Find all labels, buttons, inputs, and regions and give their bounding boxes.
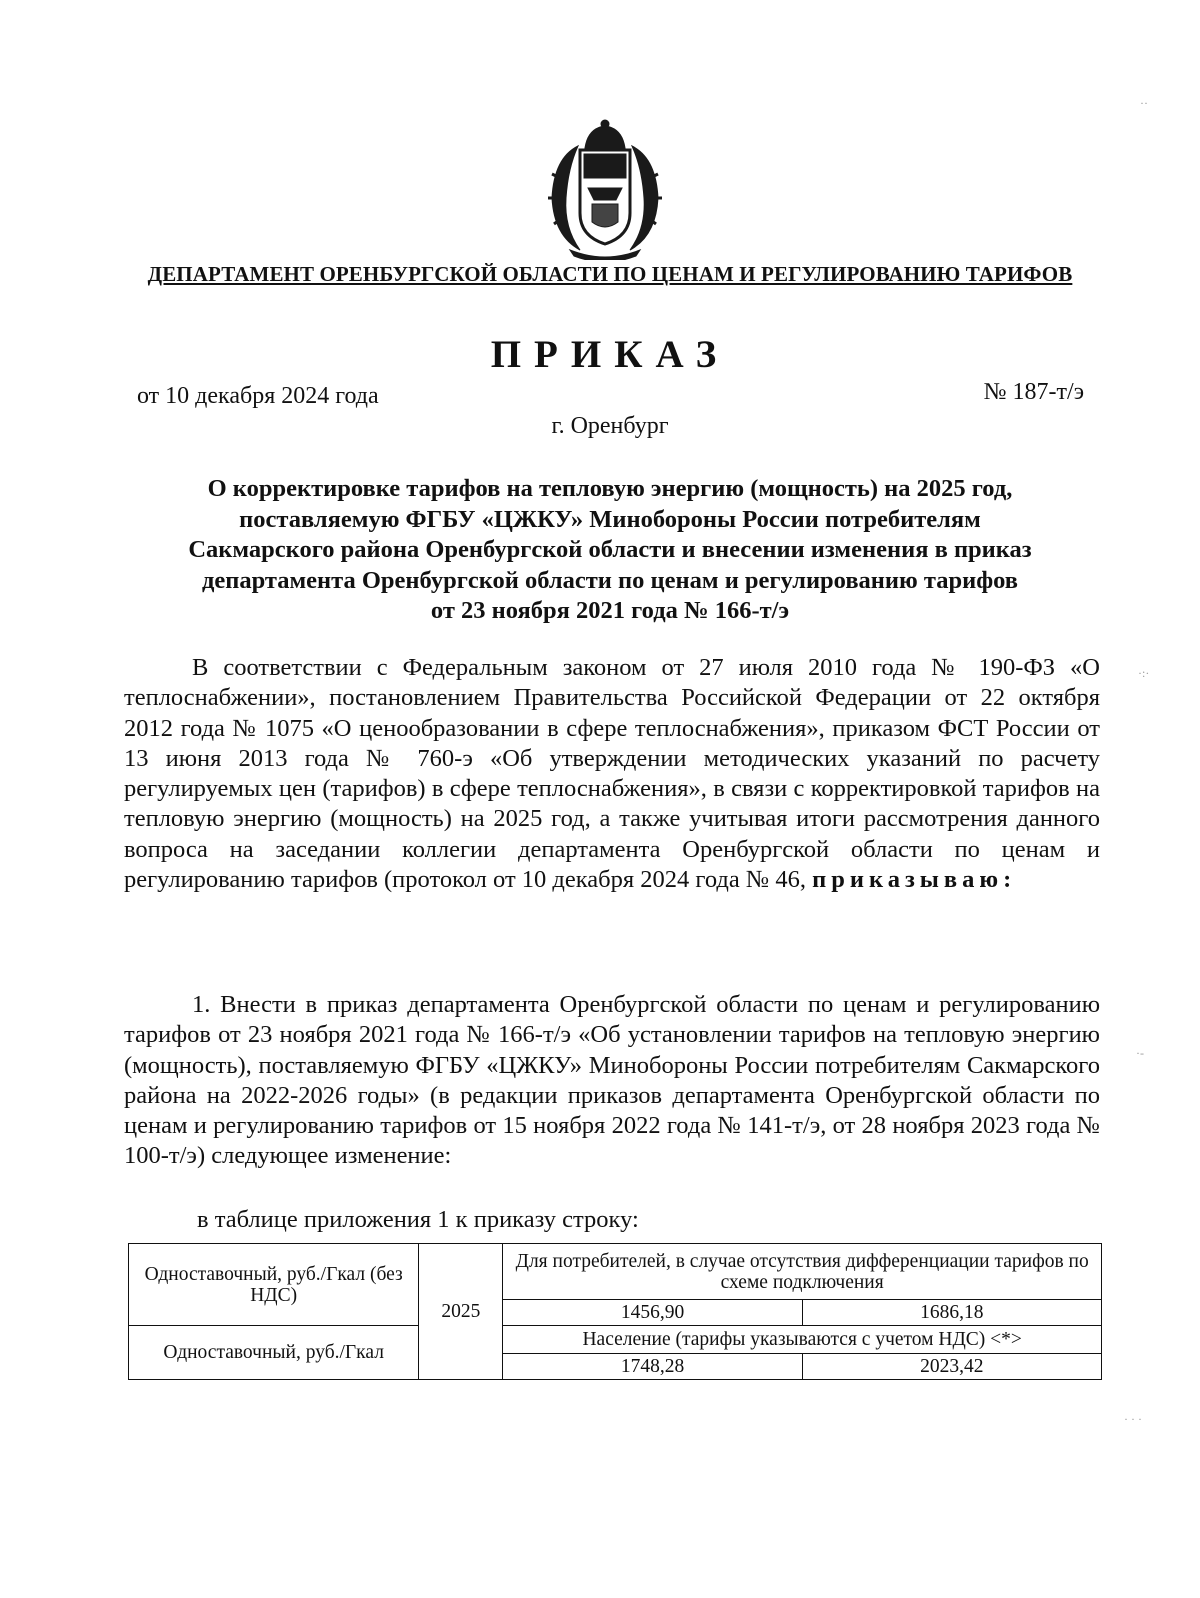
order-subject xyxy=(120,474,1100,627)
subject-line: О корректировке тарифов на тепловую энергию (мощность) на 2025 год, xyxy=(207,475,1013,502)
group-header-consumers: Для потребителей, в случае отсутствия дифференциации тарифов по схеме подключения xyxy=(503,1244,1102,1300)
tariff-year: 2025 xyxy=(419,1244,503,1380)
tariff-value: 2023,42 xyxy=(802,1354,1101,1380)
scan-speck: ·· xyxy=(1140,96,1148,110)
row-label-with-vat: Одноставочный, руб./Гкал xyxy=(129,1326,419,1380)
order-word: приказываю: xyxy=(812,866,1017,894)
scan-speck: ·:· xyxy=(1138,666,1150,680)
item-1-text: 1. Внести в приказ департамента Оренбургской области по ценам и регулированию тарифов от 23 ноября 2021 года № 166-т/э «Об установлении тарифов на тепловую энергию (мощность), поставляемую ФГБУ «ЦЖКУ» Минобороны России потребителям Сакмарского района на 2022-2026 годы» (в редакции приказов департамента Оренбургской области по ценам и регулированию тарифов от 15 ноября 2022 года № 141-т/э, от 28 ноября 2023 года № 100-т/э) следующее изменение: xyxy=(124,991,1100,1170)
scan-speck: ·- xyxy=(1136,1046,1144,1060)
item-1-paragraph xyxy=(124,990,1100,1172)
tariff-value: 1456,90 xyxy=(503,1300,802,1326)
row-label-without-vat: Одноставочный, руб./Гкал (без НДС) xyxy=(129,1244,419,1326)
table-intro: в таблице приложения 1 к приказу строку: xyxy=(197,1206,639,1233)
scan-speck: · · · xyxy=(1124,1412,1142,1426)
preamble-text: В соответствии с Федеральным законом от 27 июля 2010 года № 190-ФЗ «О теплоснабжении», постановлением Правительства Российской Федерации от 22 октября 2012 года № 1075 «О ценообразовании в сфере теплоснабжения», приказом ФСТ России от 13 июня 2013 года № 760-э «Об утверждении методических указаний по расчету регулируемых цен (тарифов) в сфере теплоснабжения», в связи с корректировкой тарифов на тепловую энергию (мощность) на 2025 год, а также учитывая итоги рассмотрения данного вопроса на заседании коллегии департамента Оренбургской области по ценам и регулированию тарифов (протокол от 10 декабря 2024 года № 46, xyxy=(124,654,1100,894)
subject-line: департамента Оренбургской области по ценам и регулированию тарифов xyxy=(201,566,1019,594)
order-date: от 10 декабря 2024 года xyxy=(137,383,379,409)
preamble-paragraph xyxy=(124,653,1100,895)
subject-line: Сакмарского района Оренбургской области и внесении изменения в приказ xyxy=(188,536,1032,563)
coat-of-arms-emblem xyxy=(540,118,670,260)
order-city: г. Оренбург xyxy=(551,413,669,439)
tariff-value: 1686,18 xyxy=(802,1300,1101,1326)
group-header-population: Население (тарифы указываются с учетом НДС) <*> xyxy=(503,1326,1102,1354)
department-heading: ДЕПАРТАМЕНТ ОРЕНБУРГСКОЙ ОБЛАСТИ ПО ЦЕНАМ И РЕГУЛИРОВАНИЮ ТАРИФОВ xyxy=(147,262,1073,286)
tariff-value: 1748,28 xyxy=(503,1354,802,1380)
document-title: ПРИКАЗ xyxy=(490,333,730,376)
subject-line: от 23 ноября 2021 года № 166-т/э xyxy=(430,597,790,624)
subject-line: поставляемую ФГБУ «ЦЖКУ» Минобороны России потребителям xyxy=(239,505,981,533)
tariff-table xyxy=(128,1243,1102,1380)
order-number: № 187-т/э xyxy=(983,379,1084,405)
